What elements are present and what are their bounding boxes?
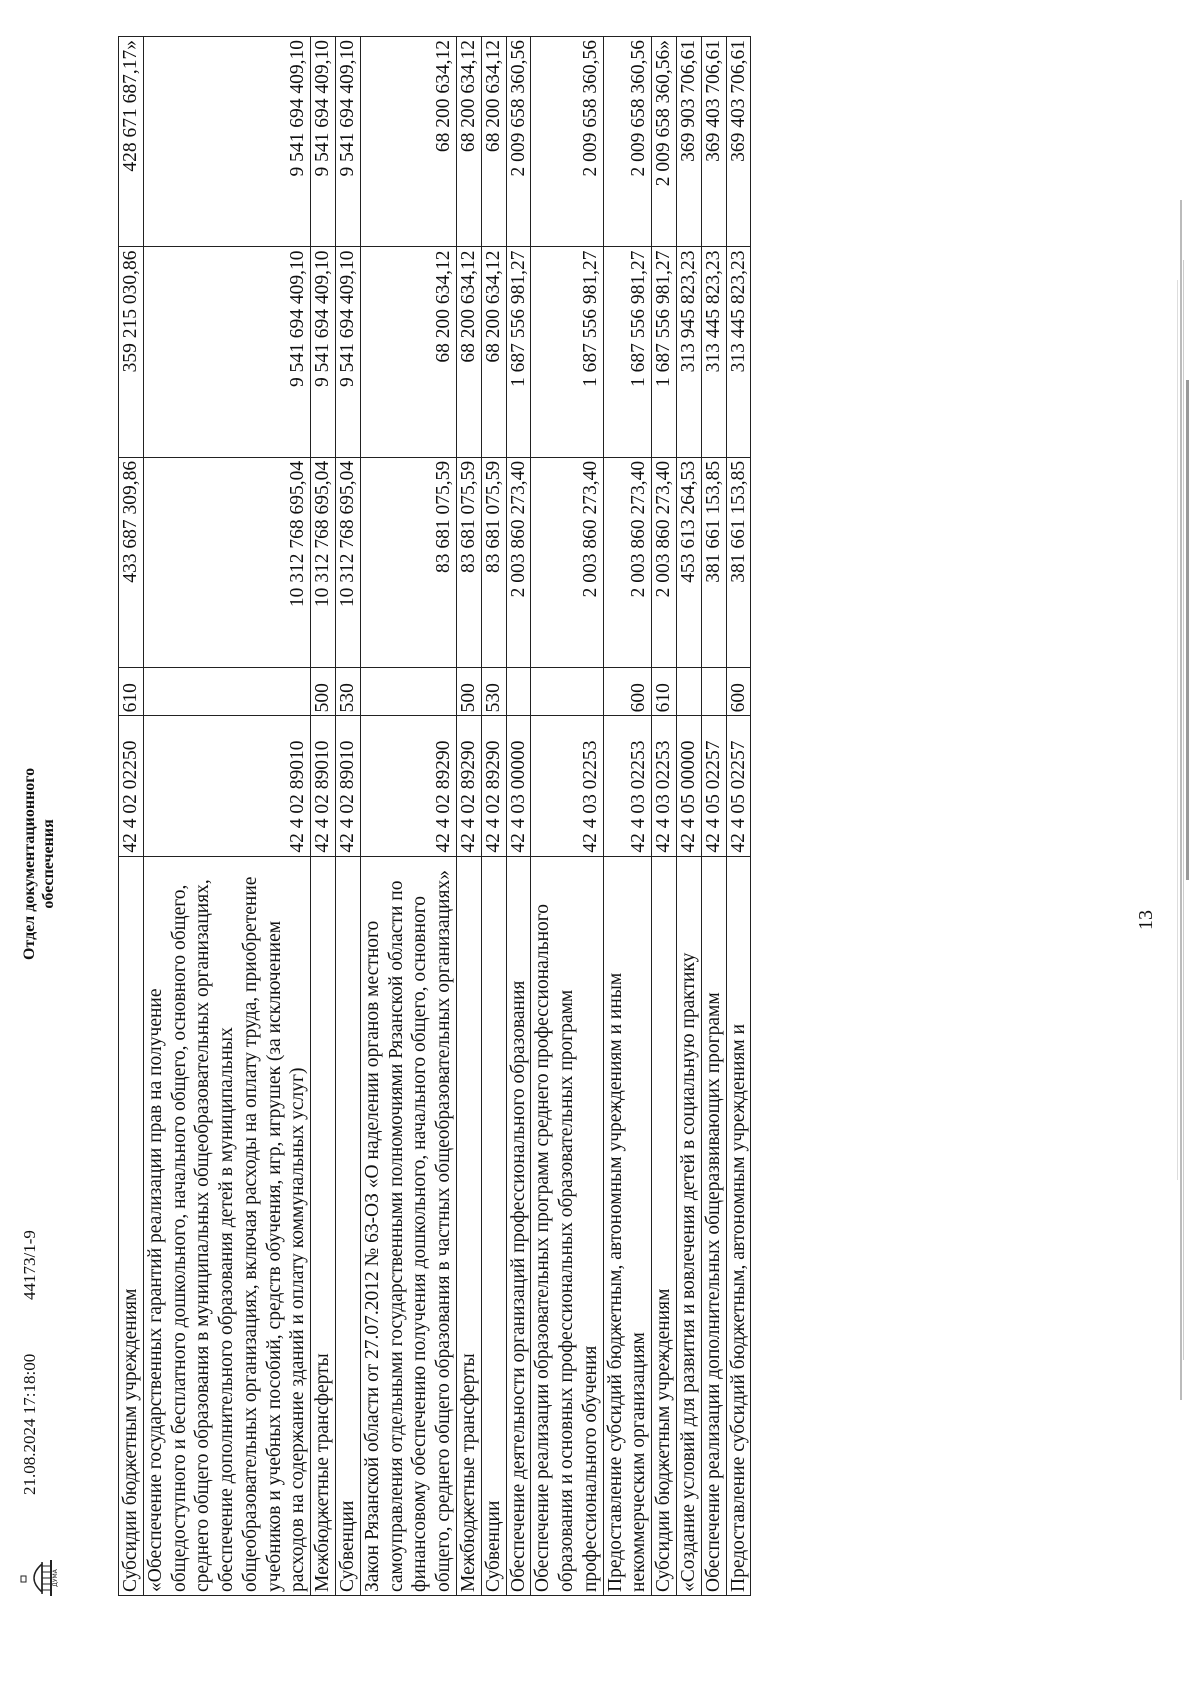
row-vr: 610 bbox=[652, 668, 677, 716]
row-value-3: 2 009 658 360,56» bbox=[652, 37, 677, 247]
row-vr bbox=[701, 668, 726, 716]
table-row bbox=[143, 37, 310, 1596]
row-value-2: 313 445 823,23 bbox=[701, 247, 726, 457]
row-code: 42 4 02 89290 bbox=[360, 716, 456, 856]
row-value-3: 68 200 634,12 bbox=[360, 37, 456, 247]
row-vr: 500 bbox=[456, 668, 481, 716]
row-value-3: 2 009 658 360,56 bbox=[603, 37, 652, 247]
rotated-document-page bbox=[20, 10, 1170, 1600]
row-value-1: 433 687 309,86 bbox=[119, 457, 144, 667]
table-row bbox=[603, 37, 652, 1596]
row-code: 42 4 02 89290 bbox=[456, 716, 481, 856]
row-value-1: 453 613 264,53 bbox=[676, 457, 701, 667]
row-value-1: 2 003 860 273,40 bbox=[506, 457, 531, 667]
row-code: 42 4 02 89010 bbox=[311, 716, 336, 856]
svg-text:ДУМА: ДУМА bbox=[52, 1569, 59, 1587]
page-number: 13 bbox=[1135, 910, 1157, 930]
row-name: «Создание условий для развития и вовлечения детей в социальную практику bbox=[676, 856, 701, 1595]
row-value-1: 83 681 075,59 bbox=[360, 457, 456, 667]
department-stamp bbox=[20, 768, 58, 960]
row-value-2: 359 215 030,86 bbox=[119, 247, 144, 457]
row-value-1: 2 003 860 273,40 bbox=[652, 457, 677, 667]
row-name: Предоставление субсидий бюджетным, автономным учреждениям и bbox=[726, 856, 751, 1595]
row-code: 42 4 05 02257 bbox=[701, 716, 726, 856]
row-name: Закон Рязанской области от 27.07.2012 № 63-ОЗ «О наделении органов местного самоуправления отдельными государственными полномочиями Рязанской области по финансовому обеспечению получения дошкольного, начального общего, основного общего, среднего общего образования в частных общеобразовательных организациях» bbox=[360, 856, 456, 1595]
row-value-3: 428 671 687,17» bbox=[119, 37, 144, 247]
row-name: Межбюджетные трансферты bbox=[311, 856, 336, 1595]
row-value-3: 2 009 658 360,56 bbox=[506, 37, 531, 247]
row-vr: 610 bbox=[119, 668, 144, 716]
footer-date: 21.08.2024 17:18:00 bbox=[20, 1353, 39, 1495]
row-code: 42 4 05 00000 bbox=[676, 716, 701, 856]
row-value-2: 1 687 556 981,27 bbox=[603, 247, 652, 457]
row-value-1: 381 661 153,85 bbox=[701, 457, 726, 667]
row-code: 42 4 02 89010 bbox=[143, 716, 310, 856]
row-name: Субсидии бюджетным учреждениям bbox=[652, 856, 677, 1595]
row-vr bbox=[531, 668, 603, 716]
row-code: 42 4 03 02253 bbox=[652, 716, 677, 856]
stamp-line: обеспечения bbox=[40, 819, 58, 909]
row-value-1: 2 003 860 273,40 bbox=[603, 457, 652, 667]
row-value-2: 68 200 634,12 bbox=[481, 247, 506, 457]
table-row bbox=[360, 37, 456, 1596]
row-value-2: 1 687 556 981,27 bbox=[652, 247, 677, 457]
row-value-2: 9 541 694 409,10 bbox=[143, 247, 310, 457]
row-value-2: 68 200 634,12 bbox=[360, 247, 456, 457]
row-name: Субсидии бюджетным учреждениям bbox=[119, 856, 144, 1595]
row-value-3: 9 541 694 409,10 bbox=[336, 37, 361, 247]
row-value-3: 9 541 694 409,10 bbox=[311, 37, 336, 247]
row-code: 42 4 05 02257 bbox=[726, 716, 751, 856]
scan-noise-strip bbox=[1170, 80, 1194, 1580]
row-value-3: 369 403 706,61 bbox=[726, 37, 751, 247]
row-value-1: 83 681 075,59 bbox=[456, 457, 481, 667]
table-row bbox=[726, 37, 751, 1596]
row-name: Предоставление субсидий бюджетным, автономным учреждениям и иным некоммерческим организациям bbox=[603, 856, 652, 1595]
table-row bbox=[456, 37, 481, 1596]
row-vr bbox=[506, 668, 531, 716]
table-row bbox=[531, 37, 603, 1596]
page-footer bbox=[20, 10, 100, 1600]
row-value-1: 10 312 768 695,04 bbox=[311, 457, 336, 667]
row-value-2: 1 687 556 981,27 bbox=[531, 247, 603, 457]
row-name: Обеспечение деятельности организаций профессионального образования bbox=[506, 856, 531, 1595]
row-name: Обеспечение реализации образовательных программ среднего профессионального образования и основных профессиональных образовательных программ профессионального обучения bbox=[531, 856, 603, 1595]
row-value-1: 10 312 768 695,04 bbox=[336, 457, 361, 667]
row-code: 42 4 02 89010 bbox=[336, 716, 361, 856]
table-row bbox=[336, 37, 361, 1596]
table-row bbox=[481, 37, 506, 1596]
stamp-line: Отдел документационного bbox=[21, 767, 38, 960]
row-name: Обеспечение реализации дополнительных общеразвивающих программ bbox=[701, 856, 726, 1595]
row-vr: 600 bbox=[603, 668, 652, 716]
table-row bbox=[652, 37, 677, 1596]
row-value-3: 9 541 694 409,10 bbox=[143, 37, 310, 247]
row-name: Субвенции bbox=[481, 856, 506, 1595]
row-code: 42 4 02 89290 bbox=[481, 716, 506, 856]
row-value-3: 2 009 658 360,56 bbox=[531, 37, 603, 247]
row-value-1: 381 661 153,85 bbox=[726, 457, 751, 667]
table-row bbox=[506, 37, 531, 1596]
row-vr: 600 bbox=[726, 668, 751, 716]
table-row bbox=[311, 37, 336, 1596]
row-value-3: 369 903 706,61 bbox=[676, 37, 701, 247]
table-row bbox=[676, 37, 701, 1596]
row-vr: 530 bbox=[481, 668, 506, 716]
row-value-2: 9 541 694 409,10 bbox=[311, 247, 336, 457]
row-name: Субвенции bbox=[336, 856, 361, 1595]
duma-logo-icon bbox=[20, 1556, 58, 1600]
table-row bbox=[701, 37, 726, 1596]
row-value-1: 2 003 860 273,40 bbox=[531, 457, 603, 667]
row-value-1: 83 681 075,59 bbox=[481, 457, 506, 667]
row-vr bbox=[143, 668, 310, 716]
table-row bbox=[119, 37, 144, 1596]
row-value-1: 10 312 768 695,04 bbox=[143, 457, 310, 667]
row-name: Межбюджетные трансферты bbox=[456, 856, 481, 1595]
row-value-2: 1 687 556 981,27 bbox=[506, 247, 531, 457]
footer-doc-code: 44173/1-9 bbox=[20, 1230, 39, 1300]
row-value-3: 369 403 706,61 bbox=[701, 37, 726, 247]
row-value-2: 68 200 634,12 bbox=[456, 247, 481, 457]
row-code: 42 4 03 02253 bbox=[603, 716, 652, 856]
row-code: 42 4 03 02253 bbox=[531, 716, 603, 856]
row-value-2: 313 945 823,23 bbox=[676, 247, 701, 457]
row-vr: 530 bbox=[336, 668, 361, 716]
budget-table bbox=[118, 36, 751, 1596]
row-value-3: 68 200 634,12 bbox=[481, 37, 506, 247]
row-vr bbox=[360, 668, 456, 716]
row-vr: 500 bbox=[311, 668, 336, 716]
row-value-2: 9 541 694 409,10 bbox=[336, 247, 361, 457]
row-value-2: 313 445 823,23 bbox=[726, 247, 751, 457]
row-vr bbox=[676, 668, 701, 716]
row-value-3: 68 200 634,12 bbox=[456, 37, 481, 247]
row-code: 42 4 03 00000 bbox=[506, 716, 531, 856]
row-name: «Обеспечение государственных гарантий реализации прав на получение общедоступного и бесплатного дошкольного, начального общего, основного общего, среднего общего образования в муниципальных общеобразовательных организациях, обеспечение дополнительного образования детей в муниципальных общеобразовательных организациях, включая расходы на оплату труда, приобретение учебников и учебных пособий, средств обучения, игр, игрушек (за исключением расходов на содержание зданий и оплату коммунальных услуг) bbox=[143, 856, 310, 1595]
row-code: 42 4 02 02250 bbox=[119, 716, 144, 856]
